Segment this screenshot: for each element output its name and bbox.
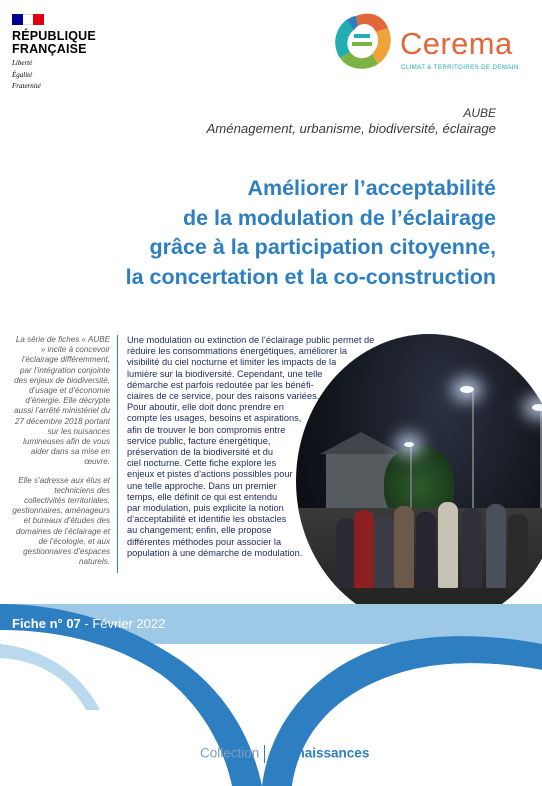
photo-street-lamp bbox=[460, 386, 474, 393]
photo-street-lamp bbox=[404, 442, 414, 447]
intro-line: population à une démarche de modulation. bbox=[127, 547, 303, 558]
cerema-logo bbox=[326, 10, 536, 74]
intro-line: au changement; enfin, elle propose bbox=[127, 525, 272, 536]
intro-line: ciaires de ce service, pour des raisons variées. bbox=[127, 391, 320, 402]
intro-line: lumière sur la biodiversité. Cependant, une telle bbox=[127, 368, 323, 379]
intro-line: enjeux et pistes d’actions possibles pour bbox=[127, 469, 293, 480]
title-line: Améliorer l’acceptabilité bbox=[247, 176, 496, 200]
intro-line: service public, facture énergétique, bbox=[127, 435, 271, 446]
intro-line: préservation de la biodiversité et du bbox=[127, 447, 274, 458]
intro-line: démarche est parfois redoutée par les bénéfi- bbox=[127, 379, 314, 390]
rf-name-line2: FRANÇAISE bbox=[12, 42, 87, 56]
side-note-paragraph: Elle s’adresse aux élus et techniciens des collectivités territoriales, gestionnaires, aménageurs et bureaux d’études des domaines de l’éclairage et de l’écologie, et aux gestionnaires d’espaces naturels. bbox=[12, 475, 110, 567]
collection-label bbox=[200, 745, 369, 763]
intro-line: Une modulation ou extinction de l’éclairage public permet de bbox=[127, 335, 375, 345]
photo-person bbox=[462, 508, 482, 588]
rf-name-line1: RÉPUBLIQUE bbox=[12, 29, 96, 43]
series-code: AUBE bbox=[463, 106, 496, 120]
intro-line: afin de trouver le bon compromis entre bbox=[127, 424, 286, 435]
title-line: de la modulation de l’éclairage bbox=[182, 205, 496, 230]
intro-line: par modulation, puis explicite la notion bbox=[127, 503, 284, 514]
photo-person bbox=[438, 502, 458, 588]
fiche-date: - Février 2022 bbox=[80, 616, 166, 631]
cerema-emblem-icon bbox=[326, 10, 398, 74]
republique-francaise-logo bbox=[12, 14, 122, 91]
intro-line: une telle approche. Dans un premier bbox=[127, 480, 277, 491]
intro-line: compte les usages, besoins et aspirations, bbox=[127, 413, 302, 424]
intro-line: visibilité du ciel nocturne et limiter les impacts de la bbox=[127, 357, 337, 368]
series-block bbox=[206, 106, 496, 137]
collection-divider bbox=[264, 745, 265, 763]
collection-word: Collection bbox=[200, 745, 260, 761]
motto-2: Égalité bbox=[12, 70, 33, 79]
intro-line: réduire les consommations énergétiques, améliorer la bbox=[127, 346, 348, 357]
photo-street-lamp bbox=[532, 404, 542, 411]
intro-line: temps, elle définit ce qui est entendu bbox=[127, 491, 278, 502]
fiche-number: Fiche n° 07 bbox=[12, 616, 81, 631]
french-flag-icon bbox=[12, 14, 44, 25]
document-title bbox=[16, 174, 496, 292]
photo-person bbox=[416, 512, 436, 588]
divider-line bbox=[117, 335, 118, 573]
title-line: la concertation et la co-construction bbox=[125, 264, 496, 289]
intro-line: ciel nocturne. Cette fiche explore les bbox=[127, 458, 277, 469]
title-line: grâce à la participation citoyenne, bbox=[149, 235, 496, 259]
intro-line: Pour aboutir, elle doit donc prendre en bbox=[127, 402, 284, 413]
side-note bbox=[12, 335, 110, 575]
intro-line: d’acceptabilité et identifie les obstacles bbox=[127, 514, 287, 525]
motto-3: Fraternité bbox=[12, 82, 41, 90]
collection-name: Connaissances bbox=[270, 745, 370, 761]
cerema-tagline: CLIMAT & TERRITOIRES DE DEMAIN bbox=[401, 64, 519, 71]
intro-line: différentes méthodes pour associer la bbox=[127, 536, 282, 547]
motto-1: Liberté bbox=[12, 59, 33, 67]
photo-person bbox=[508, 514, 528, 588]
series-topic: Aménagement, urbanisme, biodiversité, éclairage bbox=[206, 121, 496, 136]
intro-text bbox=[127, 335, 401, 559]
photo-person bbox=[486, 504, 506, 588]
cerema-name: Cerema bbox=[400, 26, 513, 61]
side-note-paragraph: La série de fiches « AUBE » incite à concevoir l’éclairage différemment, par l’intégration conjointe des enjeux de biodiversité, d’usage et d’économie d’énergie. Elle décrypte aussi l’arrêté ministériel du 27 décembre 2018 portant sur les nuisances lumineuses afin de vous aider dans sa mise en œuvre. bbox=[14, 335, 110, 467]
fiche-label bbox=[12, 616, 165, 631]
